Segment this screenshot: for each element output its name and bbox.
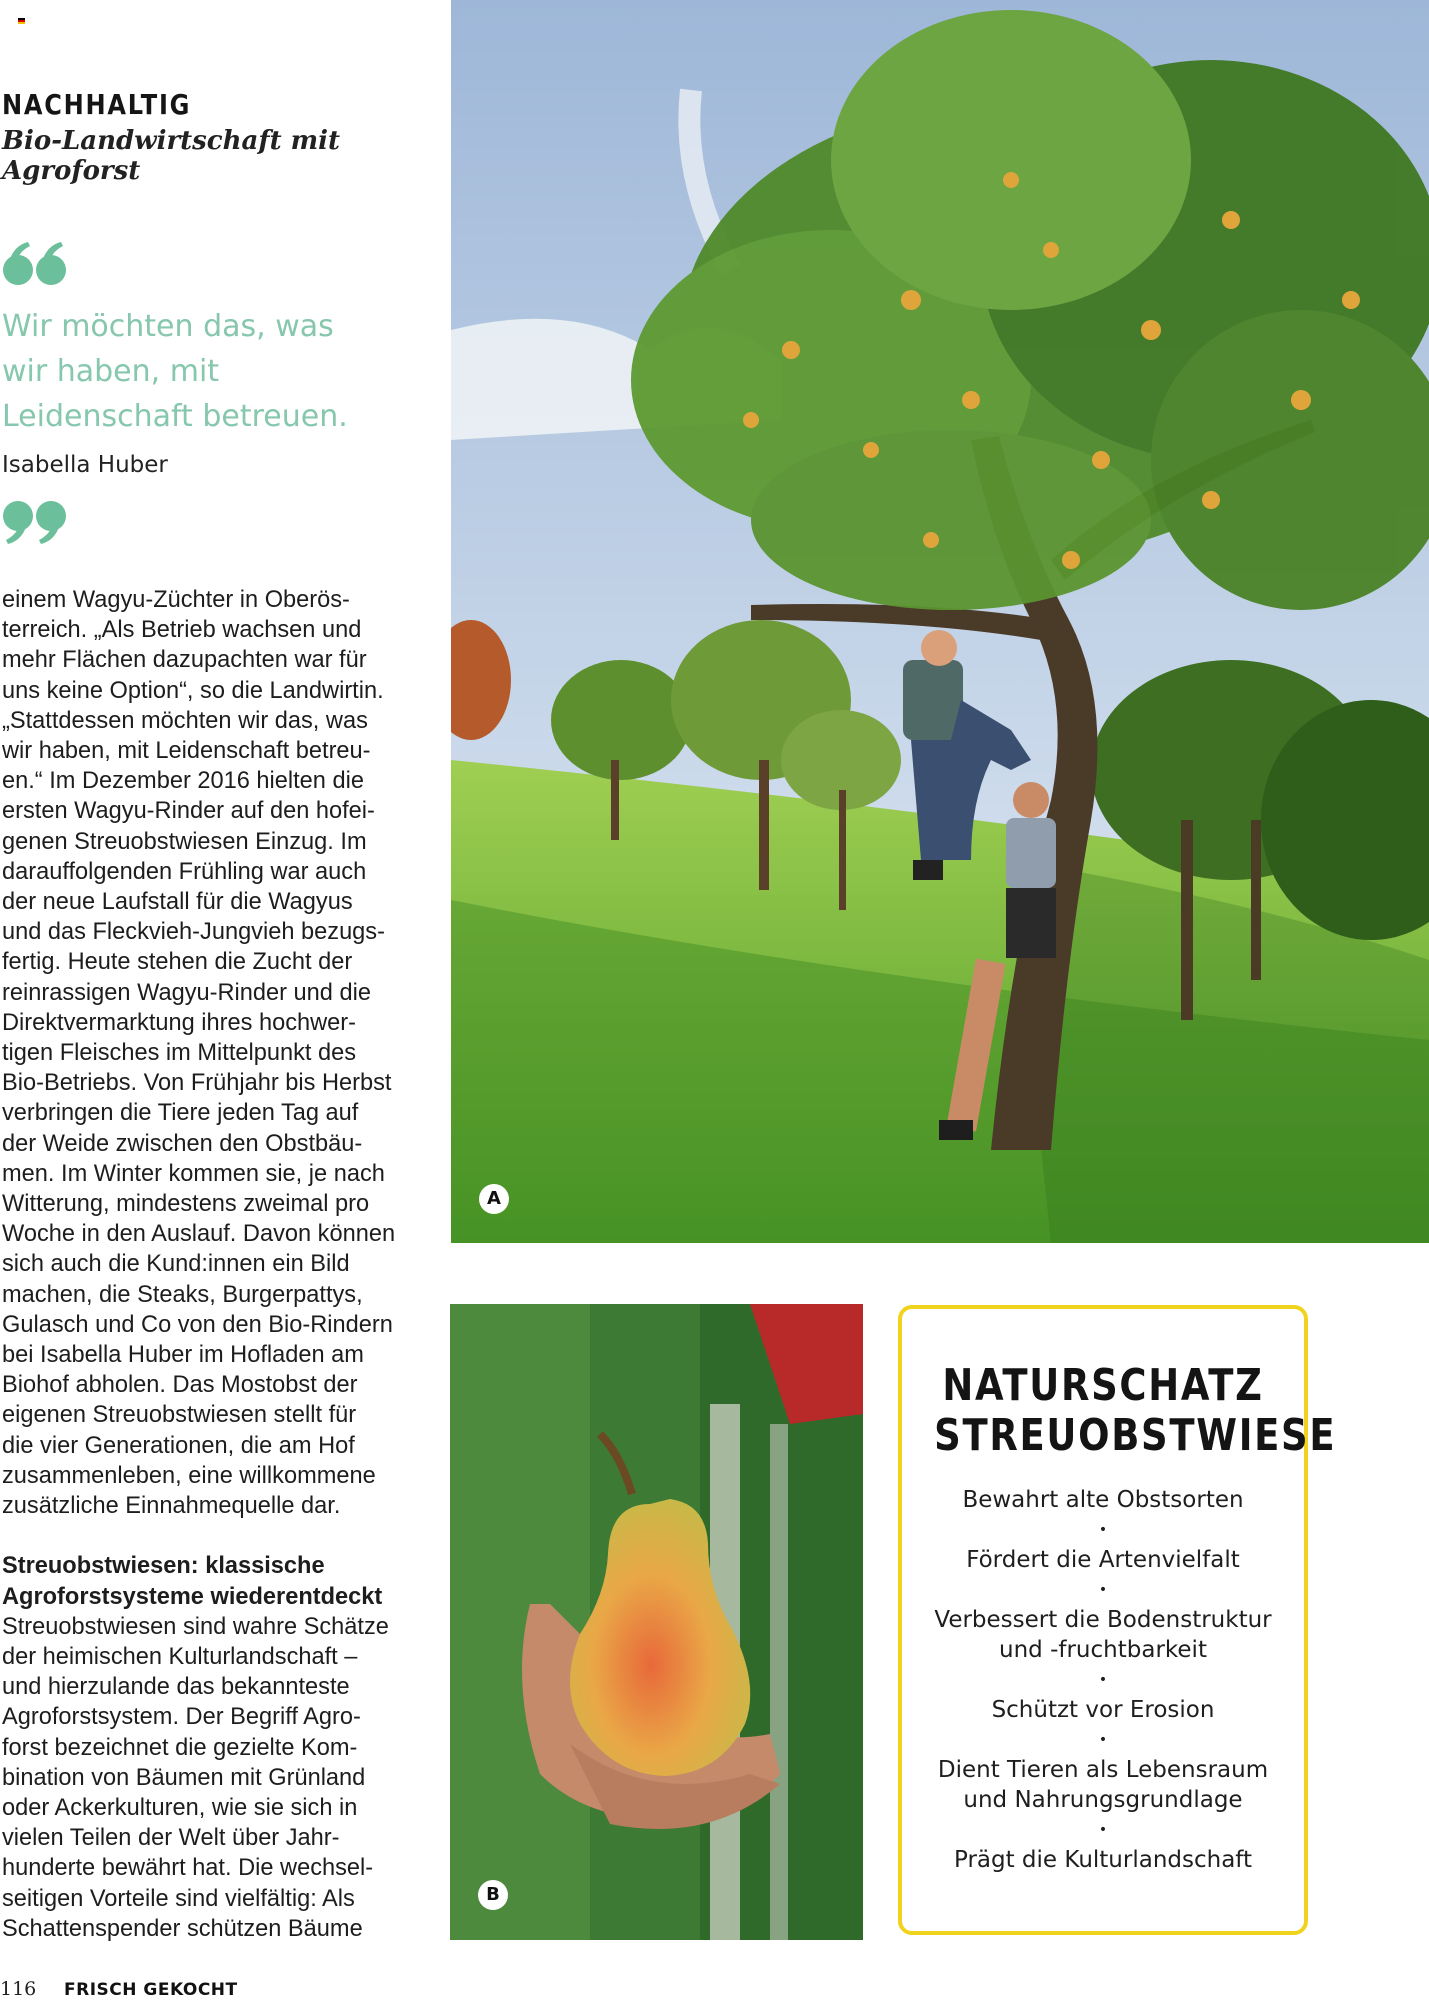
text-line: tigen Fleisches im Mittelpunkt des <box>2 1040 357 1067</box>
pull-quote-line: Wir möchten das, was <box>2 309 334 344</box>
text-line: machen, die Steaks, Burgerpattys, <box>2 1281 363 1308</box>
article-body <box>2 585 418 1944</box>
info-item: Fördert die Artenvielfalt <box>966 1547 1240 1573</box>
text-line: bination von Bäumen mit Grünland <box>2 1764 366 1791</box>
subheading-line: Streuobstwiesen: klassische <box>2 1553 325 1580</box>
magazine-name: FRISCH GEKOCHT <box>64 1980 238 2000</box>
page-number: 116 <box>0 1978 37 2000</box>
text-line: Witterung, mindestens zweimal pro <box>2 1191 370 1218</box>
text-line: der neue Laufstall für die Wagyus <box>2 889 353 916</box>
text-line: vielen Teilen der Welt über Jahr- <box>2 1825 340 1852</box>
text-line: oder Ackerkulturen, wie sie sich in <box>2 1794 358 1821</box>
info-item: Schützt vor Erosion <box>991 1697 1215 1723</box>
text-line: und hierzulande das bekannteste <box>2 1674 350 1701</box>
article-paragraph <box>2 1612 418 1944</box>
text-line: Gulasch und Co von den Bio-Rindern <box>2 1311 393 1338</box>
info-box-title-line: STREUOBSTWIESE <box>934 1410 1337 1461</box>
info-item: Prägt die Kulturlandschaft <box>953 1847 1253 1873</box>
bullet-separator: • <box>1098 1672 1108 1688</box>
text-line: „Stattdessen möchten wir das, was <box>2 707 368 734</box>
pull-quote <box>2 304 402 439</box>
subheading-line: Agroforstsysteme wiederentdeckt <box>2 1583 383 1610</box>
text-line: reinrassigen Wagyu-Rinder und die <box>2 979 371 1006</box>
bullet-separator: • <box>1098 1582 1108 1598</box>
text-line: mehr Flächen dazupachten war für <box>2 647 367 674</box>
orchard-photo <box>451 0 1429 1243</box>
text-line: Agroforstsystem. Der Begriff Agro- <box>2 1704 361 1731</box>
info-box-title <box>934 1360 1337 1461</box>
pull-quote-line: wir haben, mit <box>2 354 220 389</box>
text-line: seitigen Vorteile sind vielfältig: Als <box>2 1885 355 1912</box>
pear-photo <box>450 1304 863 1940</box>
flag-icon <box>18 18 25 24</box>
text-line: genen Streuobstwiesen Einzug. Im <box>2 828 367 855</box>
quote-author: Isabella Huber <box>2 452 168 478</box>
text-line: men. Im Winter kommen sie, je nach <box>2 1160 385 1187</box>
text-line: hunderte bewährt hat. Die wechsel- <box>2 1855 374 1882</box>
pear-illustration <box>450 1304 863 1940</box>
text-line: zusammenleben, eine willkommene <box>2 1462 376 1489</box>
text-line: der heimischen Kulturlandschaft – <box>2 1643 358 1670</box>
text-line: Streuobstwiesen sind wahre Schätze <box>2 1613 389 1640</box>
article-column <box>0 0 440 2000</box>
section-kicker: NACHHALTIG <box>2 88 192 121</box>
text-line: Schattenspender schützen Bäume <box>2 1915 363 1942</box>
text-line: wir haben, mit Leidenschaft betreu- <box>2 738 371 765</box>
text-line: bei Isabella Huber im Hofladen am <box>2 1342 364 1369</box>
text-line: die vier Generationen, die am Hof <box>2 1432 355 1459</box>
text-line: darauffolgenden Frühling war auch <box>2 858 367 885</box>
closing-quote-icon <box>2 498 68 546</box>
text-line: und das Fleckvieh-Jungvieh bezugs- <box>2 919 385 946</box>
orchard-illustration <box>451 0 1429 1243</box>
text-line: terreich. „Als Betrieb wachsen und <box>2 617 362 644</box>
article-subheading <box>2 1551 418 1611</box>
photo-label-a: A <box>479 1184 509 1214</box>
pull-quote-line: Leidenschaft betreuen. <box>2 399 348 434</box>
info-box-list <box>902 1485 1304 1875</box>
text-line: einem Wagyu-Züchter in Oberös- <box>2 587 350 613</box>
text-line: Biohof abholen. Das Mostobst der <box>2 1372 358 1399</box>
text-line: verbringen die Tiere jeden Tag auf <box>2 1100 359 1127</box>
text-line: eigenen Streuobstwiesen stellt für <box>2 1402 357 1429</box>
bullet-separator: • <box>1098 1732 1108 1748</box>
text-line: der Weide zwischen den Obstbäu- <box>2 1130 363 1157</box>
text-line: fertig. Heute stehen die Zucht der <box>2 949 353 976</box>
text-line: Direktvermarktung ihres hochwer- <box>2 1009 357 1036</box>
text-line: uns keine Option“, so die Landwirtin. <box>2 677 384 704</box>
text-line: sich auch die Kund:innen ein Bild <box>2 1251 350 1278</box>
bullet-separator: • <box>1098 1522 1108 1538</box>
text-line: en.“ Im Dezember 2016 hielten die <box>2 768 364 795</box>
photo-label-b: B <box>478 1880 508 1910</box>
info-box <box>898 1305 1337 1935</box>
text-line: Bio-Betriebs. Von Frühjahr bis Herbst <box>2 1070 392 1097</box>
opening-quote-icon <box>2 240 68 288</box>
text-line: Woche in den Auslauf. Davon können <box>2 1221 396 1248</box>
text-line: zusätzliche Einnahmequelle dar. <box>2 1493 341 1520</box>
info-box-title-line: NATURSCHATZ <box>942 1360 1264 1411</box>
info-item: Dient Tieren als Lebensraum und Nahrungsgrundlage <box>937 1757 1269 1813</box>
bullet-separator: • <box>1098 1822 1108 1838</box>
info-item: Verbessert die Bodenstruktur und -fruchtbarkeit <box>934 1607 1272 1663</box>
article-paragraph <box>2 585 418 1521</box>
info-item: Bewahrt alte Obstsorten <box>962 1487 1244 1513</box>
text-line: forst bezeichnet die gezielte Kom- <box>2 1734 358 1761</box>
section-subtitle: Bio-Landwirtschaft mit Agroforst <box>2 126 341 186</box>
text-line: ersten Wagyu-Rinder auf den hofei- <box>2 798 375 825</box>
